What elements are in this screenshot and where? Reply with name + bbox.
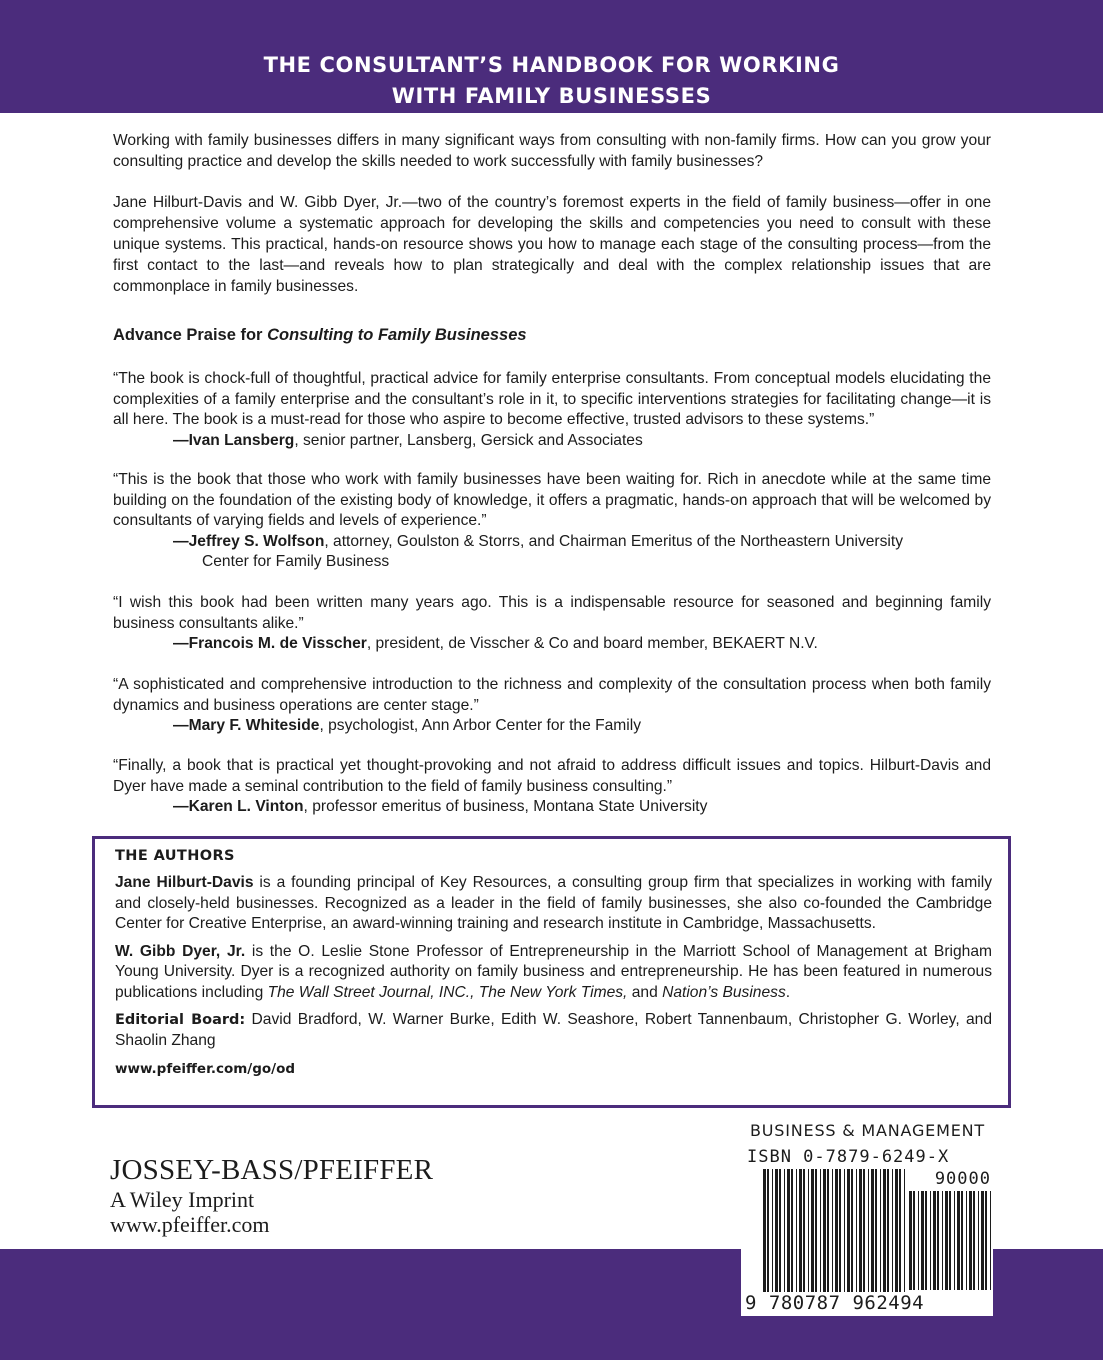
authors-box (92, 836, 1011, 1108)
quote-text: “The book is chock-full of thoughtful, practical advice for family enterprise consultants. From conceptual models elucidating the complexities of a family enterprise and the consultant’s role in it, to specific interventions strategies for facilitating change—it is all here. The book is a must-read for those who aspire to become effective, trusted advisors to these systems.” (113, 370, 991, 428)
barcode-bar (844, 1169, 845, 1295)
barcode-bar (856, 1169, 857, 1295)
barcode-bar (942, 1191, 943, 1290)
quote-attribution (113, 431, 991, 452)
editorial-board-members: David Bradford, W. Warner Burke, Edith W. Seashore, Robert Tannenbaum, Christopher G. Worley, and Shaolin Zhang (115, 1011, 992, 1049)
barcode-bar (909, 1191, 912, 1290)
publisher-imprint: A Wiley Imprint (110, 1187, 255, 1212)
quote-author-role: , president, de Visscher & Co and board member, BEKAERT N.V. (366, 635, 818, 652)
barcode-bar (933, 1191, 936, 1290)
barcode-bar (961, 1191, 963, 1290)
barcode-bar (949, 1191, 951, 1290)
barcode-bar (859, 1169, 862, 1295)
barcode-bar (763, 1169, 766, 1295)
barcode-panel (741, 1145, 993, 1316)
author-bio-text: is a founding principal of Key Resources, a consulting group firm that specializes in working with family and closely-held businesses. Recognized as a leader in the field of family businesses, she also co-founded the Cambridge Center for Creative Enterprise, an award-winning training and research institute in Cambridge, Massachusetts. (115, 874, 992, 932)
quote-author-role-continued: Center for Family Business (202, 553, 390, 570)
author-bio-hilburt-davis (115, 873, 992, 935)
barcode-bar (863, 1169, 865, 1295)
quote-attribution (113, 532, 991, 573)
barcode-bar (823, 1169, 826, 1295)
barcode-bar (784, 1169, 785, 1295)
publisher-name: JOSSEY-BASS/PFEIFFER (110, 1154, 434, 1186)
author-name: Jane Hilburt-Davis (115, 874, 254, 891)
editorial-board-label: Editorial Board: (115, 1012, 246, 1028)
barcode-bar (899, 1169, 901, 1295)
intro-paragraph-2: Jane Hilburt-Davis and W. Gibb Dyer, Jr.—two of the country’s foremost experts in the field of family business—offer in one comprehensive volume a systematic approach for developing the skills and competencies you need to consult with these unique systems. This practical, hands-on resource shows you how to manage each stage of the consulting process—from the first contact to the last—and reveals how to plan strategically and deal with the complex relationship issues that are commonplace in family businesses. (113, 194, 991, 295)
barcode-bar (868, 1169, 869, 1295)
barcode-bar (808, 1169, 809, 1295)
intro-paragraph-1: Working with family businesses differs in many significant ways from consulting with non-family firms. How can you grow your consulting practice and develop the skills needed to work successfully with family businesses? (113, 132, 991, 170)
praise-heading-book-title: Consulting to Family Businesses (267, 326, 527, 344)
barcode-bar (913, 1191, 915, 1290)
barcode-bar (835, 1169, 838, 1295)
editorial-board (115, 1010, 992, 1051)
barcode-bar (799, 1169, 802, 1295)
authors-content (115, 848, 992, 1077)
quote-author-role: , psychologist, Ann Arbor Center for the Family (319, 717, 641, 734)
praise-heading-prefix: Advance Praise for (113, 326, 268, 344)
barcode-bar (904, 1169, 905, 1295)
quote-text: “A sophisticated and comprehensive introduction to the richness and complexity of the consultation process when both family dynamics and business operations are center stage.” (113, 676, 991, 714)
barcode-bar (832, 1169, 833, 1295)
series-url: www.pfeiffer.com/go/od (115, 1061, 296, 1077)
author-name: W. Gibb Dyer, Jr. (115, 942, 246, 960)
praise-quote (113, 470, 991, 573)
barcode-bar (973, 1191, 975, 1290)
authors-heading: THE AUTHORS (115, 848, 235, 864)
barcode-bar (767, 1169, 769, 1295)
barcode-bar (887, 1169, 889, 1295)
barcode-bar (839, 1169, 841, 1295)
quote-attribution (113, 797, 991, 818)
barcode-bar (880, 1169, 881, 1295)
quote-text: “This is the book that those who work with family businesses have been waiting for. Rich in anecdote while at the same time building on the foundation of the existing body of knowledge, it offers a pragmatic, hands-on approach that will be welcomed by consultants of varying fields and levels of experience.” (113, 471, 991, 529)
praise-heading (113, 326, 527, 345)
barcode-bar (981, 1191, 984, 1290)
quote-author-role: , senior partner, Lansberg, Gersick and Associates (294, 431, 643, 449)
quote-author: —Ivan Lansberg (173, 431, 295, 449)
quote-text: “I wish this book had been written many years ago. This is a indispensable resource for seasoned and beginning family business consultants alike.” (113, 594, 991, 632)
barcode-bar (937, 1191, 939, 1290)
barcode-bar (803, 1169, 805, 1295)
barcode-bar (921, 1191, 924, 1290)
barcode-bar (847, 1169, 850, 1295)
barcode-bar (957, 1191, 960, 1290)
quote-attribution (113, 634, 991, 655)
barcode-bar (945, 1191, 948, 1290)
barcode-bar (779, 1169, 781, 1295)
quote-attribution (113, 716, 991, 737)
quote-author-role: , attorney, Goulston & Storrs, and Chairman Emeritus of the Northeastern University (324, 532, 904, 550)
quote-text: “Finally, a book that is practical yet thought-provoking and not afraid to address difficult issues and topics. Hilburt-Davis and Dyer have made a seminal contribution to the field of family business consulting.” (113, 757, 991, 795)
quote-author: —Francois M. de Visscher (173, 635, 367, 652)
barcode-bar (925, 1191, 927, 1290)
bio-conjunction: and (627, 983, 663, 1001)
barcode-bar (791, 1169, 793, 1295)
barcode-bar (985, 1191, 987, 1290)
barcode-bar (969, 1191, 972, 1290)
publication-list: The Wall Street Journal, INC., The New York Times, (267, 983, 628, 1001)
barcode-bar (827, 1169, 829, 1295)
praise-quote (113, 593, 991, 655)
praise-quote (113, 756, 991, 818)
praise-quote (113, 369, 991, 451)
barcode-bar (815, 1169, 817, 1295)
barcode-bar (787, 1169, 790, 1295)
praise-quote (113, 675, 991, 737)
barcode-bar (918, 1191, 919, 1290)
barcode-bar (772, 1169, 773, 1295)
barcode-bar (990, 1191, 991, 1290)
barcode-bar (871, 1169, 874, 1295)
quote-author: —Mary F. Whiteside (173, 717, 320, 734)
ean-number: 9 780787 962494 (745, 1292, 925, 1314)
barcode-bar (851, 1169, 853, 1295)
barcode-bar (775, 1169, 778, 1295)
price-code: 90000 (934, 1169, 991, 1189)
author-bio-text: is the O. Leslie Stone Professor of Entrepreneurship in the Marriott School of Management at Brigham Young University. Dyer is a recognized authority on family business and entrepreneurship. He has been featured in numerous publications including (115, 942, 992, 1001)
barcode-bar (895, 1169, 898, 1295)
isbn-number: ISBN 0-7879-6249-X (747, 1147, 950, 1167)
author-bio-dyer (115, 942, 992, 1004)
quote-author: —Karen L. Vinton (173, 798, 304, 815)
publication-name: Nation’s Business (662, 983, 786, 1001)
barcode-bar (883, 1169, 886, 1295)
quote-author-role: , professor emeritus of business, Montana State University (303, 798, 708, 815)
publisher-url: www.pfeiffer.com (110, 1212, 270, 1237)
barcode-bar (820, 1169, 821, 1295)
publisher-block (110, 1153, 433, 1238)
barcode-bar (954, 1191, 955, 1290)
barcode-bar (966, 1191, 967, 1290)
barcode-bar (892, 1169, 893, 1295)
category-label: BUSINESS & MANAGEMENT (750, 1121, 985, 1140)
barcode-bar (796, 1169, 797, 1295)
cover-title-line-1: THE CONSULTANT’S HANDBOOK FOR WORKING (263, 53, 840, 77)
barcode-bar (930, 1191, 931, 1290)
cover-title-line-2: WITH FAMILY BUSINESSES (391, 84, 712, 108)
bio-end: . (785, 983, 791, 1001)
cover-title (0, 50, 1103, 112)
barcode-bar (811, 1169, 814, 1295)
barcode-bar (875, 1169, 877, 1295)
quote-author: —Jeffrey S. Wolfson (173, 532, 325, 550)
barcode-bar (978, 1191, 979, 1290)
